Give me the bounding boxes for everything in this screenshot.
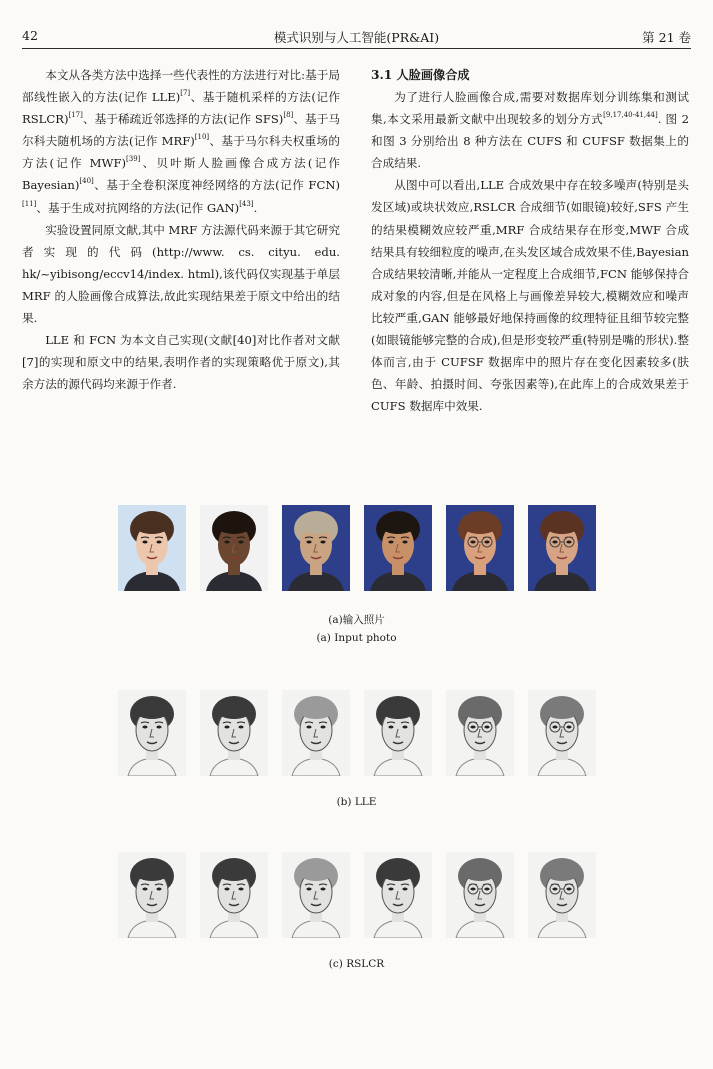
lle-sketch-3	[282, 690, 350, 776]
rslcr-sketch-4	[364, 852, 432, 938]
left-column	[22, 64, 340, 395]
section-heading: 3.1 人脸画像合成	[371, 68, 470, 82]
lle-sketch-4	[364, 690, 432, 776]
caption-b: (b) LLE	[336, 796, 377, 808]
lle-sketch-6	[528, 690, 596, 776]
paragraph-split: 为了进行人脸画像合成,需要对数据库划分训练集和测试集,本文采用最新文献中出现较多的划分方式[9,17,40-41,44]. 图 2 和图 3 分别给出 8 种方法在 CUFS 和 CUFSF 数据集上的合成结果.	[371, 90, 690, 171]
journal-title: 模式识别与人工智能(PR&AI)	[273, 30, 440, 45]
rslcr-sketch-2	[200, 852, 268, 938]
input-photo-3	[282, 505, 350, 591]
rslcr-sketch-6	[528, 852, 596, 938]
running-header	[22, 22, 691, 49]
paragraph-analysis: 从图中可以看出,LLE 合成效果中存在较多噪声(特别是头发区域)或块状效应,RSLCR 合成细节(如眼镜)较好,SFS 产生的结果模糊效应较严重,MRF 合成结果存在形变,MWF 合成结果具有较细粒度的噪声,在头发区域合成效果不佳,Bayesian 合成结果较清晰,并能从一定程度上合成细节,FCN 能够保持合成对象的内容,但是在风格上与画像差异较大,模糊效应和噪声比较严重,GAN 能够最好地保持画像的纹理特征且细节较完整(如眼镜能够完整的合成),但是形变较严重(特别是嘴的形状).整体而言,由于 CUFSF 数据库中的照片存在变化因素较多(肤色、年龄、拍摄时间、夸张因素等),在此库上的合成效果差于 CUFS 数据库中效果.	[371, 178, 689, 414]
input-photo-2	[200, 505, 268, 591]
input-photo-6	[528, 505, 596, 591]
caption-c: (c) RSLCR	[328, 958, 385, 970]
right-column	[371, 64, 689, 417]
caption-a-en: (a) Input photo	[316, 632, 397, 644]
lle-sketch-1	[118, 690, 186, 776]
rslcr-sketch-5	[446, 852, 514, 938]
input-photo-5	[446, 505, 514, 591]
lle-sketch-5	[446, 690, 514, 776]
paragraph-implementation: LLE 和 FCN 为本文自己实现(文献[40]对比作者对文献[7]的实现和原文中的结果,表明作者的实现策略优于原文),其余方法的源代码均来源于作者.	[22, 333, 340, 392]
volume-label: 第 21 卷	[642, 30, 691, 45]
paragraph-methods: 本文从各类方法中选择一些代表性的方法进行对比:基于局部线性嵌入的方法(记作 LLE)[7]、基于随机采样的方法(记作 RSLCR)[17]、基于稀疏近邻选择的方法(记作 SFS)[8]、基于马尔科夫随机场的方法(记作 MRF)[10]、基于马尔科夫权重场的方法(记作 MWF)[39]、贝叶斯人脸画像合成方法(记作 Bayesian)[40]、基于全卷积深度神经网络的方法(记作 FCN)[11]、基于生成对抗网络的方法(记作 GAN)[43].	[22, 68, 341, 215]
page-number: 42	[22, 28, 38, 43]
rslcr-sketch-1	[118, 852, 186, 938]
input-photo-4	[364, 505, 432, 591]
rslcr-sketch-3	[282, 852, 350, 938]
input-photo-1	[118, 505, 186, 591]
paragraph-settings: 实验设置同原文献,其中 MRF 方法源代码来源于其它研究者实现的代码(http://www. cs. cityu. edu. hk/~yibisong/eccv14/index. html),该代码仅实现基于单层 MRF 的人脸画像合成算法,故此实现结果差于原文中给出的结果.	[22, 222, 340, 326]
caption-a-cn: (a)输入照片	[328, 614, 385, 626]
input-photo-row	[118, 505, 596, 591]
rslcr-sketch-row	[118, 852, 596, 938]
lle-sketch-2	[200, 690, 268, 776]
lle-sketch-row	[118, 690, 596, 776]
